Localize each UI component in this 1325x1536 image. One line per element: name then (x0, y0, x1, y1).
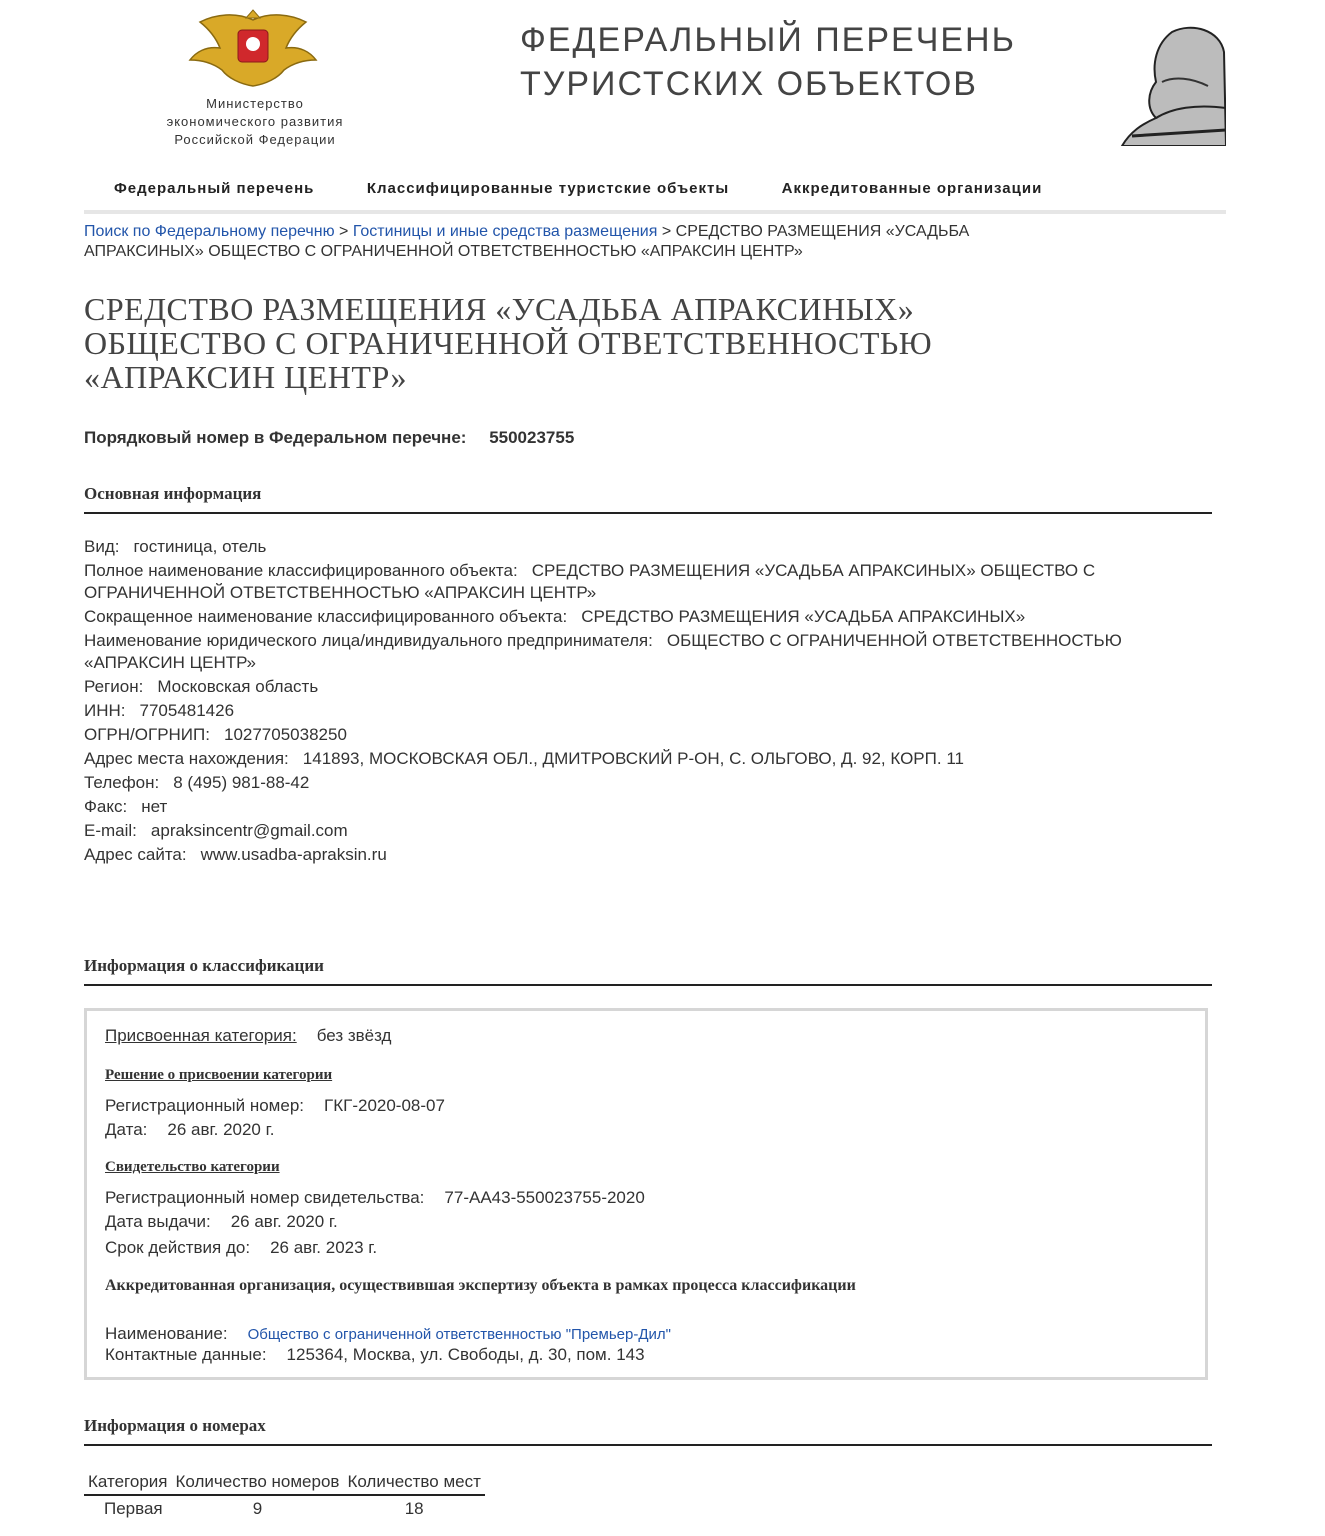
main-nav (84, 170, 1226, 214)
site-header (0, 0, 1325, 160)
nav-accredited-orgs[interactable]: Аккредитованные организации (781, 180, 1043, 197)
accreditation-name: Наименование: Общество с ограниченной ответственностью "Премьер-Дил" (105, 1324, 671, 1343)
nav-classified-objects[interactable]: Классифицированные туристские объекты (366, 180, 730, 197)
assigned-category: Присвоенная категория: без звёзд (105, 1026, 392, 1045)
decision-date: Дата: 26 авг. 2020 г. (105, 1120, 275, 1139)
info-row-phone: Телефон: 8 (495) 981-88-42 (84, 773, 310, 792)
certificate-issue-date: Дата выдачи: 26 авг. 2020 г. (105, 1212, 338, 1231)
certificate-valid-until: Срок действия до: 26 авг. 2023 г. (105, 1238, 378, 1257)
accreditation-contacts: Контактные данные: 125364, Москва, ул. Свободы, д. 30, пом. 143 (105, 1345, 645, 1364)
section-heading-basic: Основная информация (84, 484, 1212, 514)
info-row-email: E-mail: apraksincentr@gmail.com (84, 821, 348, 840)
breadcrumb-separator: > (661, 223, 672, 240)
info-row-type: Вид: гостиница, отель (84, 537, 267, 556)
section-heading-rooms: Информация о номерах (84, 1416, 1212, 1446)
email-link[interactable]: apraksincentr@gmail.com (150, 821, 348, 840)
certificate-heading: Свидетельство категории (105, 1159, 280, 1175)
info-row-full-name: Полное наименование классифицированного объекта: СРЕДСТВО РАЗМЕЩЕНИЯ «УСАДЬБА АПРАКСИНЫХ» ОБЩЕСТВО С ОГРАНИЧЕННОЙ ОТВЕТСТВЕННОСТЬЮ «АПРАКСИН ЦЕНТР» (84, 561, 1096, 602)
accreditation-heading: Аккредитованная организация, осуществившая экспертизу объекта в рамках процесса классификации (105, 1277, 856, 1294)
website-link[interactable]: www.usadba-apraksin.ru (200, 845, 387, 864)
decision-heading: Решение о присвоении категории (105, 1067, 333, 1083)
registry-number-value: 550023755 (489, 428, 575, 447)
section-heading-classification: Информация о классификации (84, 956, 1212, 986)
column-header-category: Категория (84, 1470, 171, 1495)
accreditation-org-link[interactable]: Общество с ограниченной ответственностью "Премьер-Дил" (247, 1326, 671, 1343)
ministry-name: Министерство экономического развития Российской Федерации (166, 96, 344, 147)
breadcrumb (84, 222, 1084, 262)
certificate-reg-number: Регистрационный номер свидетельства: 77-АА43-550023755-2020 (105, 1188, 645, 1207)
column-header-room-count: Количество номеров (171, 1470, 343, 1495)
info-row-inn: ИНН: 7705481426 (84, 701, 235, 720)
info-row-address: Адрес места нахождения: 141893, МОСКОВСКАЯ ОБЛ., ДМИТРОВСКИЙ Р-ОН, С. ОЛЬГОВО, Д. 92, КОРП. 11 (84, 749, 964, 768)
info-row-legal-entity: Наименование юридического лица/индивидуального предпринимателя: ОБЩЕСТВО С ОГРАНИЧЕННОЙ ОТВЕТСТВЕННОСТЬЮ «АПРАКСИН ЦЕНТР» (84, 631, 1122, 672)
coat-of-arms-icon[interactable] (176, 8, 330, 92)
engraving-illustration-icon (1112, 12, 1226, 146)
registry-number (84, 428, 574, 448)
site-title: ФЕДЕРАЛЬНЫЙ ПЕРЕЧЕНЬ ТУРИСТСКИХ ОБЪЕКТОВ (520, 21, 1016, 103)
decision-reg-number: Регистрационный номер: ГКГ-2020-08-07 (105, 1096, 445, 1115)
info-row-region: Регион: Московская область (84, 677, 319, 696)
table-cell: Первая (104, 1499, 163, 1518)
info-row-website: Адрес сайта: www.usadba-apraksin.ru (84, 845, 387, 864)
info-row-short-name: Сокращенное наименование классифицированного объекта: СРЕДСТВО РАЗМЕЩЕНИЯ «УСАДЬБА АПРАКСИНЫХ» (84, 607, 1026, 626)
table-header-row (84, 1470, 485, 1495)
nav-federal-list[interactable]: Федеральный перечень (114, 180, 315, 197)
table-cell: 9 (252, 1499, 263, 1518)
table-row (84, 1495, 485, 1522)
rooms-table (84, 1470, 485, 1522)
basic-info (84, 536, 1174, 868)
info-row-fax: Факс: нет (84, 797, 168, 816)
column-header-bed-count: Количество мест (343, 1470, 484, 1495)
registry-number-label: Порядковый номер в Федеральном перечне: (84, 428, 467, 447)
classification-box (84, 1008, 1208, 1380)
info-row-ogrn: ОГРН/ОГРНИП: 1027705038250 (84, 725, 347, 744)
page-title: СРЕДСТВО РАЗМЕЩЕНИЯ «УСАДЬБА АПРАКСИНЫХ» ОБЩЕСТВО С ОГРАНИЧЕННОЙ ОТВЕТСТВЕННОСТЬЮ «АПРАКСИН ЦЕНТР» (84, 291, 933, 395)
breadcrumb-link-hotels[interactable]: Гостиницы и иные средства размещения (352, 223, 658, 240)
breadcrumb-current: СРЕДСТВО РАЗМЕЩЕНИЯ «УСАДЬБА АПРАКСИНЫХ» ОБЩЕСТВО С ОГРАНИЧЕННОЙ ОТВЕТСТВЕННОСТЬЮ «АПРАКСИН ЦЕНТР» (84, 223, 970, 260)
breadcrumb-separator: > (339, 223, 349, 240)
table-cell: 18 (404, 1499, 424, 1518)
breadcrumb-link-search[interactable]: Поиск по Федеральному перечню (84, 223, 335, 240)
